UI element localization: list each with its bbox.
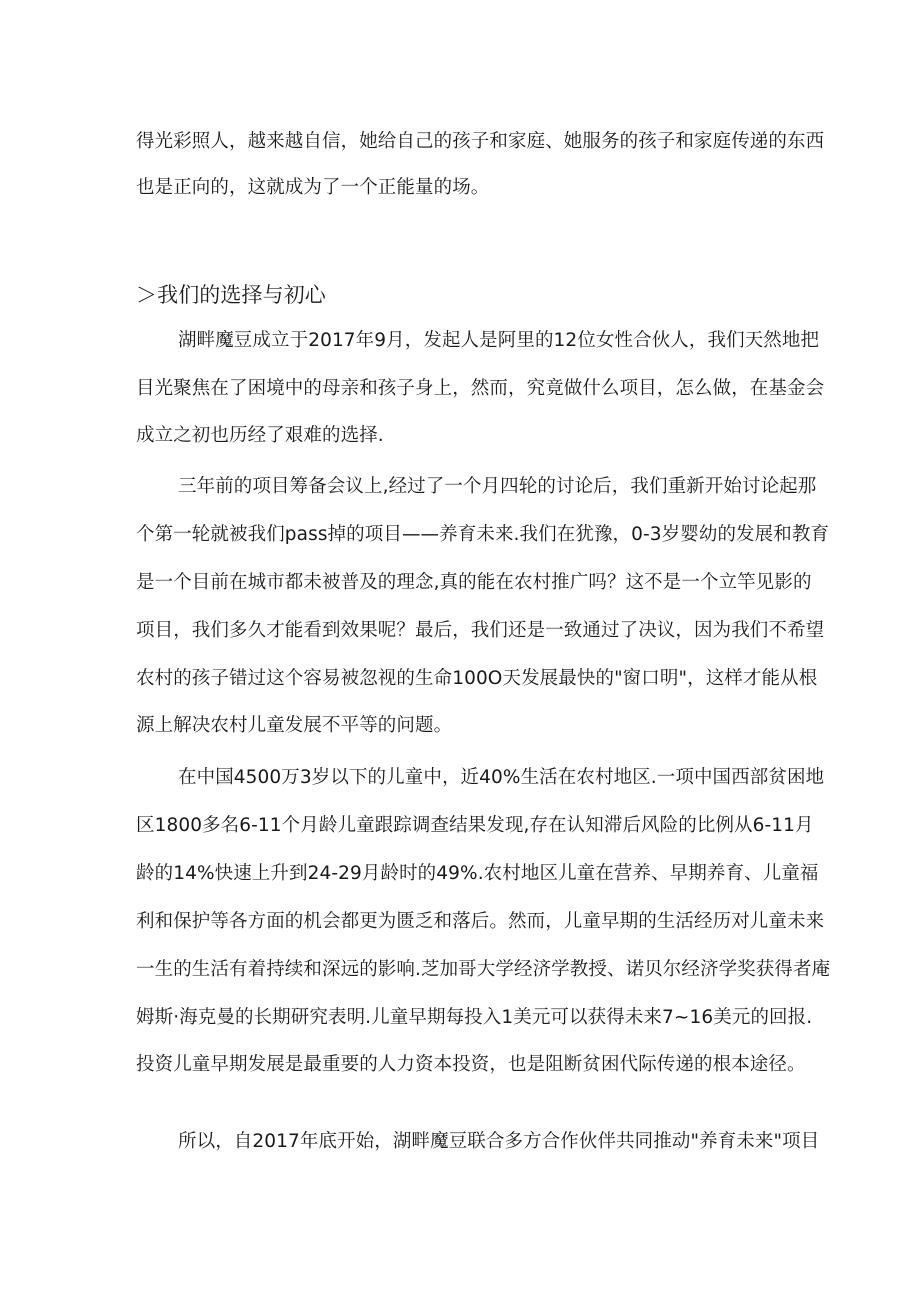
paragraph-line: 三年前的项目筹备会议上,经过了一个月四轮的讨论后，我们重新开始讨论起那: [178, 476, 817, 497]
paragraph-line: 所以，自2017年底开始，湖畔魔豆联合多方合作伙伴共同推动"养育未来"项目: [178, 1131, 820, 1152]
paragraph-line: 个第一轮就被我们pass掉的项目——养育未来.我们在犹豫，0-3岁婴幼的发展和教育: [136, 524, 830, 545]
paragraph-line: 是一个目前在城市都未被普及的理念,真的能在农村推广吗？这不是一个立竿见影的: [136, 572, 812, 593]
paragraph-line: 成立之初也历经了艰难的选择.: [136, 425, 384, 446]
paragraph-line: 投资儿童早期发展是最重要的人力资本投资，也是阻断贫困代际传递的根本途径。: [136, 1054, 806, 1075]
paragraph-line: 得光彩照人，越来越自信，她给自己的孩子和家庭、她服务的孩子和家庭传递的东西: [136, 131, 825, 152]
paragraph-line: 源上解决农村儿童发展不平等的问题。: [136, 715, 453, 736]
paragraph-line: 一生的生活有着持续和深远的影响.芝加哥大学经济学教授、诺贝尔经济学奖获得者庵: [136, 959, 831, 980]
section-heading: ＞我们的选择与初心: [136, 283, 326, 307]
paragraph-line: 目光聚焦在了困境中的母亲和孩子身上，然而，究竟做什么项目，怎么做，在基金会: [136, 378, 825, 399]
paragraph-line: 湖畔魔豆成立于2017年9月，发起人是阿里的12位女性合伙人，我们天然地把: [178, 330, 820, 351]
paragraph-line: 利和保护等各方面的机会都更为匮乏和落后。然而，儿童早期的生活经历对儿童未来: [136, 911, 825, 932]
paragraph-line: 龄的14%快速上升到24-29月龄时的49%.农村地区儿童在营养、早期养育、儿童福: [136, 863, 819, 884]
paragraph-line: 也是正向的，这就成为了一个正能量的场。: [136, 177, 490, 198]
paragraph-line: 农村的孩子错过这个容易被忽视的生命100O天发展最快的"窗口明"，这样才能从根: [136, 668, 818, 689]
paragraph-line: 姆斯·海克曼的长期研究表明.儿童早期每投入1美元可以获得未来7~16美元的回报.: [136, 1007, 813, 1028]
paragraph-line: 项目，我们多久才能看到效果呢？最后，我们还是一致通过了决议，因为我们不希望: [136, 620, 825, 641]
paragraph-line: 在中国4500万3岁以下的儿童中，近40%生活在农村地区.一项中国西部贫困地: [178, 767, 825, 788]
paragraph-line: 区1800多名6-11个月龄儿童跟踪调查结果发现,存在认知滞后风险的比例从6-11月: [136, 815, 814, 836]
